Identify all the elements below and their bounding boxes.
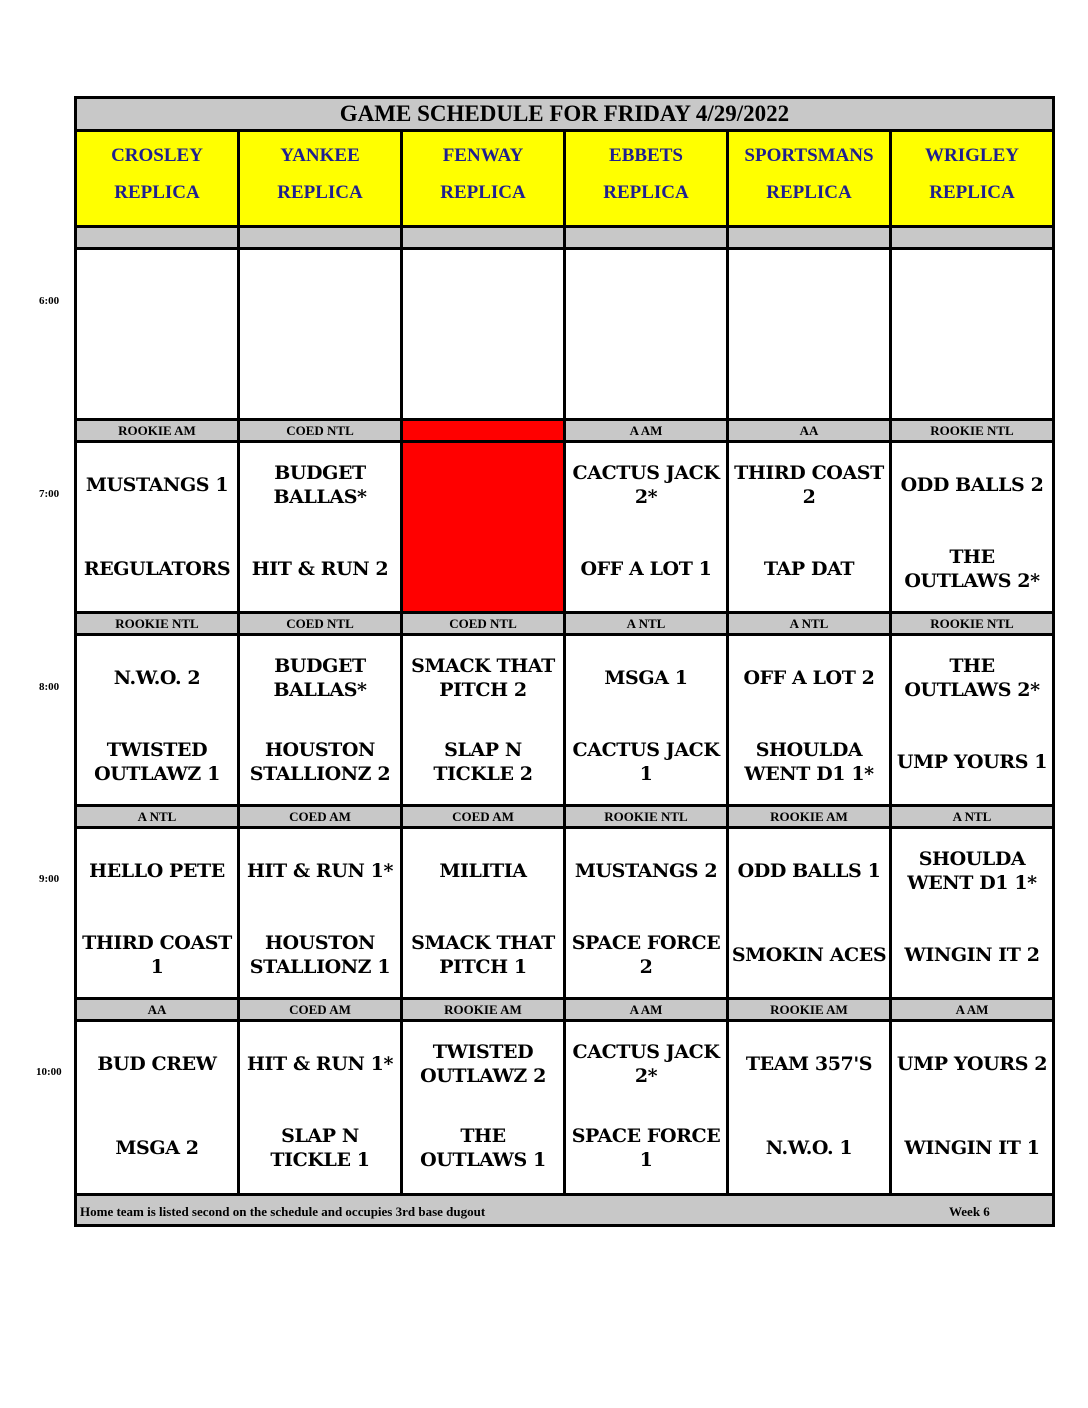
- home-team: UMP YOURS 1: [896, 751, 1048, 773]
- division-label: A NTL: [892, 807, 1052, 829]
- home-team: THE OUTLAWS 1: [420, 1125, 546, 1171]
- division-label: A NTL: [77, 807, 237, 829]
- field-subtitle: REPLICA: [114, 182, 200, 203]
- division-label: A NTL: [566, 614, 726, 636]
- game-slot: [403, 636, 563, 807]
- division-label: COED NTL: [240, 421, 400, 443]
- division-label: COED NTL: [403, 614, 563, 636]
- division-label: ROOKIE AM: [729, 807, 889, 829]
- home-team: CACTUS JACK 1: [572, 739, 720, 785]
- time-label: 7:00: [39, 488, 60, 500]
- time-label: 8:00: [39, 681, 60, 693]
- home-team: SLAP N TICKLE 1: [270, 1125, 370, 1171]
- division-label: ROOKIE AM: [77, 421, 237, 443]
- game-slot: [403, 250, 563, 421]
- field-header: [729, 132, 889, 228]
- away-team: BUD CREW: [97, 1053, 217, 1075]
- game-slot: [892, 443, 1052, 614]
- away-team: HIT & RUN 1*: [246, 1053, 394, 1075]
- field-subtitle: REPLICA: [603, 182, 689, 203]
- away-team: MSGA 1: [604, 667, 688, 689]
- game-slot: [729, 636, 889, 807]
- week-label: Week 6: [949, 1204, 990, 1219]
- division-label: ROOKIE NTL: [77, 614, 237, 636]
- field-name: SPORTSMANS: [744, 145, 874, 166]
- away-team: MUSTANGS 1: [85, 474, 229, 496]
- game-slot: [403, 829, 563, 1000]
- home-team: SMACK THAT PITCH 1: [411, 932, 555, 978]
- division-label: ROOKIE NTL: [892, 421, 1052, 443]
- home-team: SMOKIN ACES: [731, 944, 887, 966]
- field-column: [77, 132, 240, 1193]
- away-team: SMACK THAT PITCH 2: [411, 655, 555, 701]
- game-slot: [566, 1022, 726, 1193]
- division-label: [892, 228, 1052, 250]
- away-team: BUDGET BALLAS*: [273, 462, 367, 508]
- home-team: THIRD COAST 1: [82, 932, 232, 978]
- away-team: [729, 264, 889, 320]
- division-label: AA: [77, 1000, 237, 1022]
- division-label: [566, 228, 726, 250]
- away-team: CACTUS JACK 2*: [572, 1041, 720, 1087]
- home-team: SLAP N TICKLE 2: [433, 739, 533, 785]
- division-label: COED NTL: [240, 614, 400, 636]
- division-label: AA: [729, 421, 889, 443]
- division-label: ROOKIE AM: [729, 1000, 889, 1022]
- away-team: [566, 264, 726, 320]
- home-team: [892, 348, 1052, 404]
- game-slot: [566, 250, 726, 421]
- time-label: 9:00: [39, 873, 60, 885]
- field-header: [403, 132, 563, 228]
- home-team: OFF A LOT 1: [580, 558, 712, 580]
- field-column: [566, 132, 729, 1193]
- game-slot: [892, 636, 1052, 807]
- field-subtitle: REPLICA: [277, 182, 363, 203]
- field-header: [892, 132, 1052, 228]
- division-label: ROOKIE AM: [403, 1000, 563, 1022]
- game-slot: [240, 636, 400, 807]
- home-team: SPACE FORCE 2: [571, 932, 721, 978]
- game-slot: [729, 443, 889, 614]
- field-name: WRIGLEY: [925, 145, 1019, 166]
- time-label: 6:00: [39, 295, 60, 307]
- footer: [77, 1193, 1052, 1224]
- game-slot: [892, 829, 1052, 1000]
- away-team: [77, 264, 237, 320]
- home-team: [403, 541, 563, 597]
- division-label: COED AM: [403, 807, 563, 829]
- away-team: [403, 264, 563, 320]
- away-team: SHOULDA WENT D1 1*: [907, 848, 1037, 894]
- field-header: [566, 132, 726, 228]
- game-slot: [77, 829, 237, 1000]
- field-column: [729, 132, 892, 1193]
- division-label: A AM: [892, 1000, 1052, 1022]
- home-team: SPACE FORCE 1: [571, 1125, 721, 1171]
- schedule-grid: [77, 132, 1052, 1193]
- division-label: ROOKIE NTL: [892, 614, 1052, 636]
- away-team: MILITIA: [439, 860, 527, 882]
- time-label: 10:00: [36, 1066, 62, 1078]
- game-slot: [729, 1022, 889, 1193]
- away-team: [892, 264, 1052, 320]
- away-team: [403, 457, 563, 513]
- away-team: MUSTANGS 2: [574, 860, 718, 882]
- home-team: [77, 348, 237, 404]
- game-slot: [240, 1022, 400, 1193]
- field-name: CROSLEY: [111, 145, 203, 166]
- footer-note: Home team is listed second on the schedule and occupies 3rd base dugout: [80, 1204, 486, 1219]
- division-label: [240, 228, 400, 250]
- division-label: COED AM: [240, 1000, 400, 1022]
- home-team: HIT & RUN 2: [251, 558, 389, 580]
- home-team: [403, 348, 563, 404]
- game-slot: [77, 443, 237, 614]
- away-team: ODD BALLS 2: [900, 474, 1044, 496]
- away-team: THIRD COAST 2: [734, 462, 884, 508]
- home-team: N.W.O. 1: [765, 1137, 853, 1159]
- game-slot: [77, 250, 237, 421]
- division-label: ROOKIE NTL: [566, 807, 726, 829]
- away-team: ODD BALLS 1: [737, 860, 881, 882]
- division-label: [403, 228, 563, 250]
- game-slot: [566, 829, 726, 1000]
- away-team: TEAM 357'S: [745, 1053, 873, 1075]
- home-team: HOUSTON STALLIONZ 2: [249, 739, 391, 785]
- away-team: CACTUS JACK 2*: [572, 462, 720, 508]
- division-label: A NTL: [729, 614, 889, 636]
- away-team: THE OUTLAWS 2*: [904, 655, 1040, 701]
- game-slot: [566, 636, 726, 807]
- game-slot: [566, 443, 726, 614]
- field-header: [240, 132, 400, 228]
- away-team: BUDGET BALLAS*: [273, 655, 367, 701]
- home-team: HOUSTON STALLIONZ 1: [249, 932, 391, 978]
- division-label: COED AM: [240, 807, 400, 829]
- home-team: WINGIN IT 2: [904, 944, 1040, 966]
- home-team: TAP DAT: [763, 558, 855, 580]
- division-label: [729, 228, 889, 250]
- home-team: [240, 348, 400, 404]
- game-slot: [240, 829, 400, 1000]
- field-column: [240, 132, 403, 1193]
- home-team: THE OUTLAWS 2*: [904, 546, 1040, 592]
- page-title: GAME SCHEDULE FOR FRIDAY 4/29/2022: [77, 99, 1052, 132]
- game-slot: [729, 829, 889, 1000]
- division-label: A AM: [566, 421, 726, 443]
- schedule-sheet: [74, 96, 1055, 1227]
- away-team: HIT & RUN 1*: [246, 860, 394, 882]
- home-team: MSGA 2: [115, 1137, 199, 1159]
- away-team: N.W.O. 2: [113, 667, 201, 689]
- field-subtitle: REPLICA: [929, 182, 1015, 203]
- game-slot: [729, 250, 889, 421]
- away-team: TWISTED OUTLAWZ 2: [420, 1041, 546, 1087]
- home-team: SHOULDA WENT D1 1*: [744, 739, 874, 785]
- division-label: A AM: [566, 1000, 726, 1022]
- game-slot: [403, 1022, 563, 1193]
- home-team: WINGIN IT 1: [904, 1137, 1040, 1159]
- game-slot: [240, 443, 400, 614]
- game-slot: [892, 1022, 1052, 1193]
- away-team: HELLO PETE: [89, 860, 225, 882]
- game-slot: [77, 636, 237, 807]
- field-header: [77, 132, 237, 228]
- home-team: REGULATORS: [83, 558, 231, 580]
- field-column: [403, 132, 566, 1193]
- division-label: [403, 421, 563, 443]
- game-slot: [240, 250, 400, 421]
- field-subtitle: REPLICA: [440, 182, 526, 203]
- field-name: YANKEE: [280, 145, 360, 166]
- game-slot: [77, 1022, 237, 1193]
- away-team: [240, 264, 400, 320]
- home-team: [729, 348, 889, 404]
- away-team: UMP YOURS 2: [896, 1053, 1048, 1075]
- blocked-slot: [403, 443, 563, 614]
- away-team: OFF A LOT 2: [743, 667, 875, 689]
- field-column: [892, 132, 1052, 1193]
- field-name: EBBETS: [609, 145, 683, 166]
- game-slot: [892, 250, 1052, 421]
- home-team: TWISTED OUTLAWZ 1: [94, 739, 220, 785]
- field-subtitle: REPLICA: [766, 182, 852, 203]
- home-team: [566, 348, 726, 404]
- division-label: [77, 228, 237, 250]
- field-name: FENWAY: [442, 145, 524, 166]
